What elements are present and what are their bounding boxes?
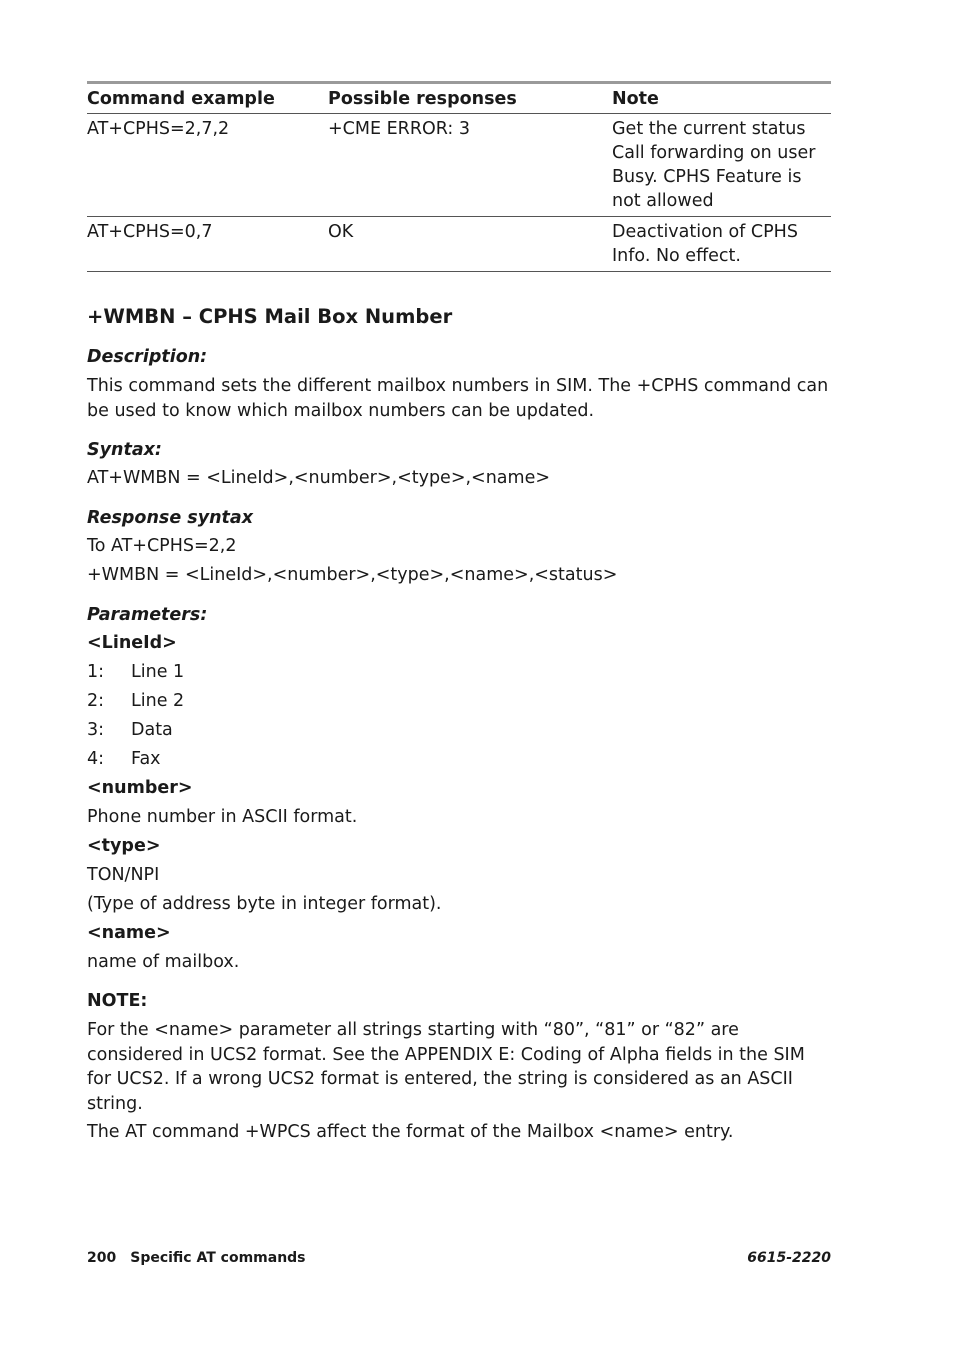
description-text: This command sets the different mailbox numbers in SIM. The +CPHS command can be used to know which mailbox numbers can be updated.: [87, 376, 829, 421]
column-header: Possible responses: [328, 83, 612, 114]
list-item: [87, 660, 831, 685]
list-item-text: Data: [131, 720, 173, 740]
list-item: [87, 689, 831, 714]
param-desc-type-detail: (Type of address byte in integer format).: [87, 894, 442, 914]
list-item-text: Line 1: [131, 662, 185, 682]
list-item: [87, 718, 831, 743]
response-cell: OK: [328, 217, 612, 272]
list-item-number: 1:: [87, 662, 105, 682]
table-header-row: [87, 83, 831, 114]
note-text: The AT command +WPCS affect the format of the Mailbox <name> entry.: [87, 1122, 734, 1142]
section-title: +WMBN – CPHS Mail Box Number: [87, 305, 453, 328]
param-name-name: <name>: [87, 923, 171, 943]
param-desc-name: name of mailbox.: [87, 952, 240, 972]
table-row: [87, 217, 831, 272]
param-desc-type: TON/NPI: [87, 865, 160, 885]
param-name-type: <type>: [87, 836, 161, 856]
list-item-text: Fax: [131, 749, 161, 769]
response-syntax-line: To AT+CPHS=2,2: [87, 536, 237, 556]
document-id: 6615-2220: [747, 1250, 831, 1266]
command-cell: AT+CPHS=0,7: [87, 217, 328, 272]
description-label: Description:: [87, 347, 208, 367]
note-heading: NOTE:: [87, 991, 148, 1011]
list-item-text: Line 2: [131, 691, 185, 711]
param-name-number: <number>: [87, 778, 193, 798]
table-row: [87, 114, 831, 217]
response-cell: +CME ERROR: 3: [328, 114, 612, 217]
note-cell: Deactivation of CPHS Info. No effect.: [612, 217, 831, 272]
parameters-label: Parameters:: [87, 605, 208, 625]
page-footer: [87, 1250, 831, 1266]
syntax-label: Syntax:: [87, 440, 162, 460]
list-item-number: 2:: [87, 691, 105, 711]
list-item-number: 3:: [87, 720, 105, 740]
command-table: [87, 81, 831, 272]
list-item: [87, 747, 831, 772]
column-header: Command example: [87, 83, 328, 114]
command-cell: AT+CPHS=2,7,2: [87, 114, 328, 217]
response-syntax-label: Response syntax: [87, 508, 254, 528]
response-syntax-line: +WMBN = <LineId>,<number>,<type>,<name>,<status>: [87, 565, 618, 585]
column-header: Note: [612, 83, 831, 114]
note-cell: Get the current status Call forwarding on user Busy. CPHS Feature is not allowed: [612, 114, 831, 217]
page-number: 200: [87, 1250, 117, 1266]
page-content: [87, 81, 831, 1145]
syntax-text: AT+WMBN = <LineId>,<number>,<type>,<name>: [87, 468, 551, 488]
chapter-title: Specific AT commands: [130, 1250, 306, 1266]
param-name-lineid: <LineId>: [87, 633, 177, 653]
footer-left: [87, 1250, 306, 1266]
param-desc-number: Phone number in ASCII format.: [87, 807, 358, 827]
note-text: For the <name> parameter all strings starting with “80”, “81” or “82” are considered in UCS2 format. See the APPENDIX E: Coding of Alpha fields in the SIM for UCS2. If a wrong UCS2 format is entered, the string is considered as an ASCII string.: [87, 1020, 805, 1114]
list-item-number: 4:: [87, 749, 105, 769]
